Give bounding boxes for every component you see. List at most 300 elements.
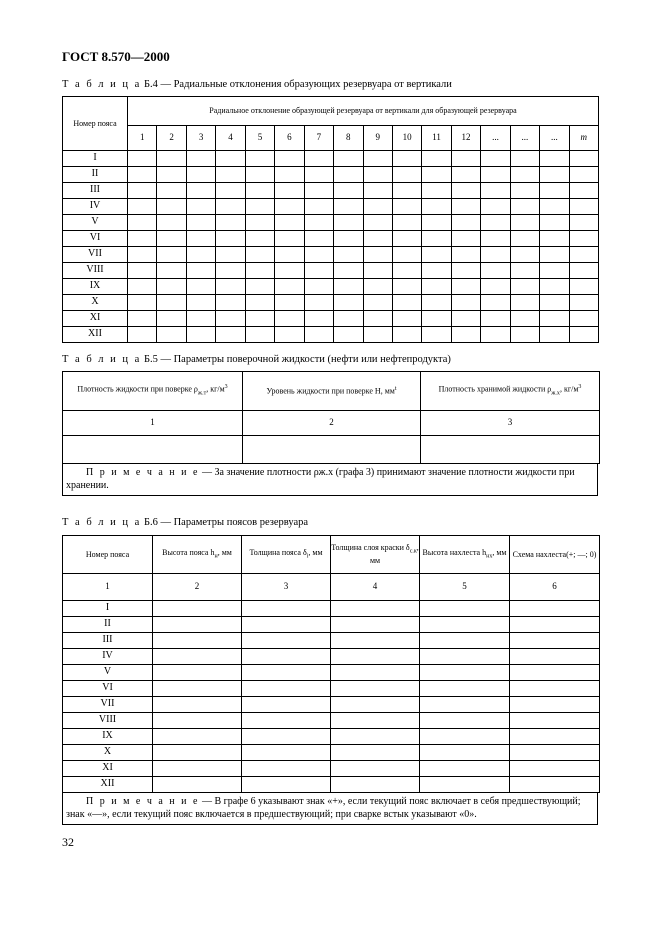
value-cell [451, 151, 480, 167]
column-number-cell: 5 [420, 574, 510, 601]
value-cell [481, 215, 510, 231]
value-cell [422, 263, 451, 279]
value-cell [242, 601, 331, 617]
value-cell [363, 311, 392, 327]
value-cell [569, 279, 598, 295]
value-cell [275, 215, 304, 231]
value-cell [157, 295, 186, 311]
value-cell [510, 761, 600, 777]
value-cell [540, 247, 569, 263]
value-cell [422, 151, 451, 167]
value-cell [422, 247, 451, 263]
value-cell [186, 327, 215, 343]
belt-number-cell: V [63, 665, 153, 681]
belt-number-cell: II [63, 167, 128, 183]
column-header [510, 536, 600, 574]
column-number-cell: 4 [331, 574, 420, 601]
value-cell [510, 151, 539, 167]
value-cell [245, 231, 274, 247]
value-cell [481, 183, 510, 199]
value-cell [331, 777, 420, 793]
value-cell [451, 231, 480, 247]
value-cell [153, 681, 242, 697]
value-cell [216, 167, 245, 183]
header-unit: , мм [380, 386, 395, 396]
value-cell [540, 183, 569, 199]
value-cell [216, 295, 245, 311]
value-cell [128, 215, 157, 231]
value-cell [275, 199, 304, 215]
value-cell [569, 151, 598, 167]
value-cell [304, 215, 333, 231]
table-row [63, 729, 600, 745]
value-cell [153, 713, 242, 729]
value-cell [157, 263, 186, 279]
value-cell [481, 295, 510, 311]
value-cell [216, 279, 245, 295]
column-number-cell: 7 [304, 126, 333, 151]
value-cell [304, 263, 333, 279]
header-subscript: с.к [409, 548, 417, 555]
value-cell [186, 231, 215, 247]
value-cell [510, 167, 539, 183]
value-cell [186, 279, 215, 295]
value-cell [540, 215, 569, 231]
table-b6-note [62, 793, 598, 825]
value-cell [420, 697, 510, 713]
value-cell [510, 231, 539, 247]
value-cell [331, 729, 420, 745]
table-row [63, 665, 600, 681]
value-cell [334, 231, 363, 247]
column-header [331, 536, 420, 574]
column-number-cell: 3 [242, 574, 331, 601]
value-cell [275, 263, 304, 279]
value-cell [245, 311, 274, 327]
header-unit: , мм [492, 547, 507, 557]
value-cell [422, 311, 451, 327]
table-b6-caption [62, 517, 308, 528]
value-cell [334, 327, 363, 343]
value-cell [540, 167, 569, 183]
value-cell [392, 279, 421, 295]
value-cell [540, 231, 569, 247]
belt-number-cell: XI [63, 311, 128, 327]
value-cell [510, 777, 600, 793]
value-cell [510, 311, 539, 327]
value-cell [153, 697, 242, 713]
value-cell [363, 263, 392, 279]
value-cell [422, 327, 451, 343]
page-number: 32 [62, 835, 74, 849]
value-cell [569, 167, 598, 183]
value-cell [451, 263, 480, 279]
header-text: Высота нахлеста h [422, 547, 487, 557]
value-cell [153, 601, 242, 617]
value-cell [363, 247, 392, 263]
table-row [63, 617, 600, 633]
value-cell [451, 199, 480, 215]
table-row [63, 311, 599, 327]
value-cell [481, 151, 510, 167]
column-number-cell: 6 [275, 126, 304, 151]
column-number-cell: 9 [363, 126, 392, 151]
value-cell [275, 151, 304, 167]
table-row [63, 167, 599, 183]
value-cell [331, 761, 420, 777]
value-cell [157, 231, 186, 247]
value-cell [242, 665, 331, 681]
value-cell [569, 183, 598, 199]
table-row [63, 697, 600, 713]
value-cell [128, 183, 157, 199]
table-row [63, 295, 599, 311]
value-cell [242, 617, 331, 633]
value-cell [128, 327, 157, 343]
value-cell [331, 617, 420, 633]
value-cell [245, 263, 274, 279]
value-cell [422, 231, 451, 247]
value-cell [334, 295, 363, 311]
column-number-cell: ... [481, 126, 510, 151]
value-cell [510, 617, 600, 633]
belt-number-cell: VII [63, 247, 128, 263]
value-cell [481, 263, 510, 279]
note-word: П р и м е ч а н и е [86, 796, 200, 807]
value-cell [481, 199, 510, 215]
table-row [63, 761, 600, 777]
value-cell [421, 436, 600, 464]
table-title: — Параметры поясов резервуара [160, 517, 309, 528]
value-cell [510, 681, 600, 697]
value-cell [186, 183, 215, 199]
value-cell [569, 295, 598, 311]
header-unit: , мм [369, 542, 419, 566]
column-header [420, 536, 510, 574]
belt-number-cell: IX [63, 279, 128, 295]
header-text: Уровень жидкости при поверке H [266, 386, 381, 396]
value-cell [392, 263, 421, 279]
value-cell [186, 311, 215, 327]
belt-number-cell: IX [63, 729, 153, 745]
belt-number-cell: III [63, 183, 128, 199]
note-word: П р и м е ч а н и е [86, 467, 200, 478]
value-cell [392, 247, 421, 263]
column-number-cell: ... [510, 126, 539, 151]
value-cell [510, 183, 539, 199]
table-row [63, 215, 599, 231]
value-cell [186, 215, 215, 231]
value-cell [422, 295, 451, 311]
value-cell [245, 279, 274, 295]
value-cell [510, 199, 539, 215]
table-b5 [62, 371, 600, 464]
value-cell [363, 199, 392, 215]
value-cell [157, 183, 186, 199]
belt-number-header: Номер пояса [63, 97, 128, 151]
table-word: Т а б л и ц а [62, 79, 142, 90]
value-cell [153, 761, 242, 777]
column-header [63, 372, 243, 411]
value-cell [157, 215, 186, 231]
table-row [63, 327, 599, 343]
value-cell [540, 151, 569, 167]
value-cell [245, 215, 274, 231]
value-cell [392, 199, 421, 215]
column-header [63, 536, 153, 574]
value-cell [481, 311, 510, 327]
value-cell [451, 167, 480, 183]
header-unit: , мм [217, 547, 232, 557]
value-cell [540, 311, 569, 327]
column-header [153, 536, 242, 574]
value-cell [242, 729, 331, 745]
value-cell [510, 633, 600, 649]
value-cell [363, 295, 392, 311]
header-unit: , мм [308, 547, 323, 557]
table-title: — Радиальные отклонения образующих резервуара от вертикали [160, 79, 452, 90]
value-cell [392, 295, 421, 311]
value-cell [245, 327, 274, 343]
column-number-cell: 11 [422, 126, 451, 151]
value-cell [569, 247, 598, 263]
value-cell [63, 436, 243, 464]
value-cell [331, 745, 420, 761]
value-cell [243, 436, 421, 464]
belt-number-cell: X [63, 745, 153, 761]
value-cell [153, 745, 242, 761]
header-unit: , кг/м [559, 384, 579, 394]
value-cell [392, 151, 421, 167]
value-cell [420, 713, 510, 729]
value-cell [216, 199, 245, 215]
value-cell [275, 327, 304, 343]
value-cell [216, 215, 245, 231]
value-cell [420, 665, 510, 681]
value-cell [157, 167, 186, 183]
value-cell [451, 183, 480, 199]
value-cell [153, 617, 242, 633]
column-number-cell: 2 [153, 574, 242, 601]
value-cell [420, 745, 510, 761]
belt-number-cell: XII [63, 327, 128, 343]
value-cell [392, 327, 421, 343]
value-cell [242, 697, 331, 713]
column-header [421, 372, 600, 411]
value-cell [363, 183, 392, 199]
value-cell [420, 761, 510, 777]
value-cell [128, 247, 157, 263]
table-row [63, 231, 599, 247]
column-number-cell: 4 [216, 126, 245, 151]
value-cell [334, 247, 363, 263]
value-cell [422, 167, 451, 183]
belt-number-cell: IV [63, 199, 128, 215]
value-cell [157, 311, 186, 327]
table-row [63, 745, 600, 761]
value-cell [540, 199, 569, 215]
value-cell [363, 167, 392, 183]
note-text: — В графе 6 указывают знак «+», если текущий пояс включает в себя предшествующий; знак «—», если текущий пояс включается в предшествующий; при сварке встык указывают «0». [66, 796, 581, 820]
column-number-cell: 2 [157, 126, 186, 151]
header-subscript: ж.х [551, 390, 560, 397]
table-row [63, 151, 599, 167]
header-subscript: нх [486, 553, 493, 560]
value-cell [304, 231, 333, 247]
value-cell [540, 263, 569, 279]
value-cell [242, 713, 331, 729]
value-cell [422, 279, 451, 295]
value-cell [331, 601, 420, 617]
column-header [242, 536, 331, 574]
table-b5-note [62, 464, 598, 496]
value-cell [392, 167, 421, 183]
value-cell [510, 601, 600, 617]
value-cell [275, 279, 304, 295]
belt-number-cell: VIII [63, 713, 153, 729]
value-cell [392, 231, 421, 247]
header-unit: , кг/м [206, 384, 225, 394]
table-number: Б.6 [143, 517, 158, 528]
value-cell [216, 151, 245, 167]
value-cell [153, 665, 242, 681]
belt-number-cell: V [63, 215, 128, 231]
value-cell [157, 199, 186, 215]
table-row [63, 183, 599, 199]
value-cell [153, 729, 242, 745]
value-cell [128, 199, 157, 215]
table-row [63, 279, 599, 295]
radial-deviation-header: Радиальное отклонение образующей резервуара от вертикали для образующей резервуара [128, 97, 599, 126]
value-cell [481, 279, 510, 295]
value-cell [216, 263, 245, 279]
value-cell [304, 247, 333, 263]
header-text: Толщина слоя краски δ [331, 542, 410, 552]
value-cell [304, 183, 333, 199]
header-subscript: ж.т [197, 390, 207, 397]
value-cell [510, 713, 600, 729]
value-cell [569, 215, 598, 231]
belt-number-cell: IV [63, 649, 153, 665]
value-cell [420, 617, 510, 633]
table-row [63, 681, 600, 697]
table-row [63, 777, 600, 793]
value-cell [242, 649, 331, 665]
table-number: Б.4 [143, 79, 158, 90]
value-cell [420, 649, 510, 665]
value-cell [304, 151, 333, 167]
value-cell [275, 183, 304, 199]
column-number-cell: 1 [63, 411, 243, 436]
value-cell [481, 167, 510, 183]
value-cell [275, 247, 304, 263]
header-text: Толщина пояса δ [249, 547, 307, 557]
value-cell [304, 167, 333, 183]
table-row [63, 199, 599, 215]
column-number-cell: 6 [510, 574, 600, 601]
value-cell [245, 199, 274, 215]
value-cell [128, 231, 157, 247]
value-cell [422, 215, 451, 231]
table-row [63, 713, 600, 729]
value-cell [245, 295, 274, 311]
header-text: Плотность хранимой жидкости ρ [438, 384, 552, 394]
value-cell [186, 199, 215, 215]
belt-number-cell: XI [63, 761, 153, 777]
value-cell [363, 231, 392, 247]
value-cell [157, 247, 186, 263]
belt-number-cell: VI [63, 231, 128, 247]
header-superscript: 3 [578, 384, 582, 391]
value-cell [153, 777, 242, 793]
table-row [63, 263, 599, 279]
value-cell [363, 151, 392, 167]
value-cell [275, 167, 304, 183]
value-cell [510, 215, 539, 231]
value-cell [481, 231, 510, 247]
value-cell [392, 183, 421, 199]
value-cell [153, 649, 242, 665]
table-word: Т а б л и ц а [62, 517, 142, 528]
value-cell [216, 247, 245, 263]
value-cell [481, 247, 510, 263]
value-cell [216, 327, 245, 343]
value-cell [334, 183, 363, 199]
header-subscript: н [214, 553, 218, 560]
value-cell [392, 311, 421, 327]
column-number-cell: 3 [421, 411, 600, 436]
belt-number-cell: II [63, 617, 153, 633]
value-cell [510, 279, 539, 295]
column-number-cell: 8 [334, 126, 363, 151]
value-cell [363, 215, 392, 231]
value-cell [420, 729, 510, 745]
column-number-cell: 1 [63, 574, 153, 601]
table-row [63, 633, 600, 649]
value-cell [186, 263, 215, 279]
belt-number-cell: VII [63, 697, 153, 713]
document-number: ГОСТ 8.570—2000 [62, 49, 170, 64]
value-cell [186, 151, 215, 167]
value-cell [331, 681, 420, 697]
value-cell [510, 327, 539, 343]
value-cell [569, 327, 598, 343]
value-cell [451, 295, 480, 311]
value-cell [304, 199, 333, 215]
value-cell [510, 247, 539, 263]
value-cell [334, 279, 363, 295]
belt-number-cell: XII [63, 777, 153, 793]
value-cell [420, 777, 510, 793]
value-cell [331, 713, 420, 729]
value-cell [304, 311, 333, 327]
header-text: Высота пояса h [162, 547, 215, 557]
value-cell [275, 311, 304, 327]
value-cell [569, 263, 598, 279]
value-cell [510, 697, 600, 713]
value-cell [128, 311, 157, 327]
value-cell [334, 151, 363, 167]
value-cell [392, 215, 421, 231]
column-number-cell: 12 [451, 126, 480, 151]
value-cell [451, 327, 480, 343]
value-cell [569, 231, 598, 247]
value-cell [420, 681, 510, 697]
belt-number-cell: X [63, 295, 128, 311]
value-cell [451, 247, 480, 263]
column-number-cell: 2 [243, 411, 421, 436]
note-text: — За значение плотности ρж.х (графа 3) принимают значение плотности жидкости при хранении. [66, 467, 575, 491]
